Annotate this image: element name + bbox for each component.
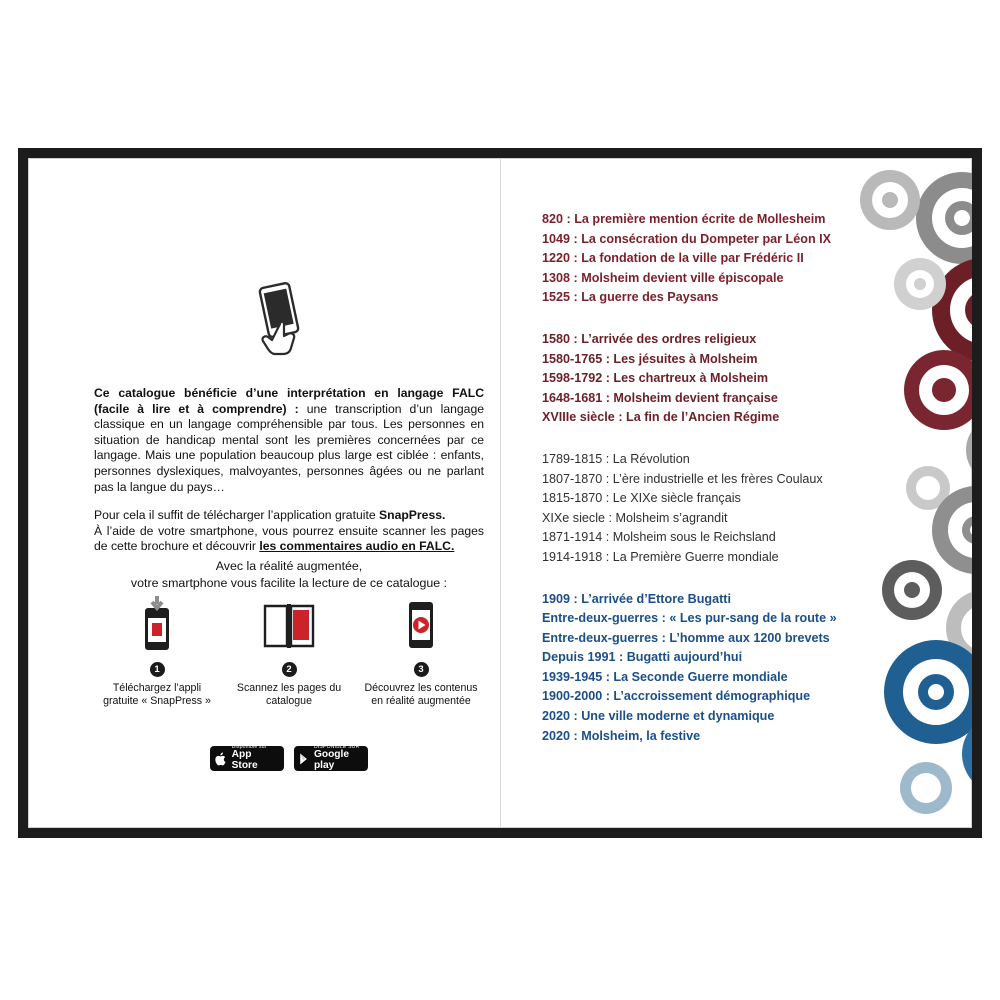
open-book-icon bbox=[226, 596, 352, 654]
snappress-name: SnapPress. bbox=[379, 508, 446, 523]
right-page bbox=[500, 158, 972, 828]
timeline-item: 1049 : La consécration du Dompeter par Léon IX bbox=[542, 231, 832, 246]
timeline-item: 1939-1945 : La Seconde Guerre mondiale bbox=[542, 669, 788, 684]
step-1-number: 1 bbox=[150, 662, 165, 677]
augmented-reality-title bbox=[94, 558, 484, 592]
app-store-badge[interactable] bbox=[210, 746, 284, 771]
timeline-item: 1598-1792 : Les chartreux à Molsheim bbox=[542, 371, 769, 386]
step-2 bbox=[226, 596, 352, 709]
timeline-item: Entre-deux-guerres : L’homme aux 1200 brevets bbox=[542, 630, 830, 645]
timeline-item: 1308 : Molsheim devient ville épiscopale bbox=[542, 270, 784, 285]
timeline-item: 1525 : La guerre des Paysans bbox=[542, 290, 719, 305]
step-2-caption: Scannez les pages du catalogue bbox=[236, 682, 342, 708]
timeline-item: Depuis 1991 : Bugatti aujourd’hui bbox=[542, 650, 743, 665]
timeline-item: XVIIIe siècle : La fin de l’Ancien Régime bbox=[542, 410, 780, 425]
timeline-item: 1789-1815 : La Révolution bbox=[542, 451, 690, 466]
timeline-item: 1220 : La fondation de la ville par Frédéric II bbox=[542, 251, 804, 266]
ar-title-line-2: votre smartphone vous facilite la lecture de ce catalogue : bbox=[130, 576, 448, 590]
timeline-item: 820 : La première mention écrite de Mollesheim bbox=[542, 212, 826, 226]
timeline-item: 1909 : L’arrivée d’Ettore Bugatti bbox=[542, 591, 731, 606]
smartphone-hand-tap-icon bbox=[250, 280, 320, 358]
step-3-number: 3 bbox=[414, 662, 429, 677]
timeline-group-ancien-regime bbox=[542, 330, 882, 428]
timeline-item: Entre-deux-guerres : « Les pur-sang de la route » bbox=[542, 611, 837, 626]
store-badges bbox=[94, 746, 484, 771]
timeline-item: 1900-2000 : L’accroissement démographique bbox=[542, 689, 811, 704]
timeline-group-medieval bbox=[542, 210, 882, 308]
timeline-group-revolution-empire bbox=[542, 450, 882, 568]
google-play-label: Google play bbox=[313, 749, 350, 772]
phone-download-icon bbox=[94, 596, 220, 654]
timeline-list bbox=[542, 210, 882, 768]
falc-lead-rest: une transcription d’un langage classique en un langage compréhensible par tous. Les personnes en situation de handicap mental sont les premières concernées par ce langage. Mais une population beaucoup plus large est ciblée : enfants, personnes dyslexiques, malvoyantes, personnes âgées ou ne parlant pas la langue du pays… bbox=[94, 401, 484, 494]
timeline-item: 1580 : L’arrivée des ordres religieux bbox=[542, 331, 757, 346]
step-3-caption: Découvrez les contenus en réalité augmentée bbox=[364, 682, 478, 708]
brochure-spread-frame bbox=[18, 148, 982, 838]
falc-description bbox=[94, 386, 484, 555]
falc-download-text: Pour cela il suffit de télécharger l’application gratuite bbox=[94, 508, 379, 523]
google-play-icon bbox=[299, 751, 310, 767]
timeline-item: 1648-1681 : Molsheim devient française bbox=[542, 390, 778, 405]
phone-play-icon bbox=[358, 596, 484, 654]
brochure-spread-pages bbox=[28, 158, 972, 828]
timeline-item: 2020 : Molsheim, la festive bbox=[542, 728, 701, 743]
timeline-group-contemporain bbox=[542, 590, 882, 747]
left-page bbox=[28, 158, 500, 828]
timeline-item: 1914-1918 : La Première Guerre mondiale bbox=[542, 549, 779, 564]
step-2-number: 2 bbox=[282, 662, 297, 677]
app-store-label: App Store bbox=[231, 749, 258, 772]
timeline-item: 1580-1765 : Les jésuites à Molsheim bbox=[542, 351, 758, 366]
falc-lead-bold: Ce catalogue bénéficie d’une interprétation en langage FALC (facile à lire et à comprendre) : bbox=[94, 386, 484, 416]
timeline-item: 2020 : Une ville moderne et dynamique bbox=[542, 709, 775, 724]
timeline-item: XIXe siecle : Molsheim s’agrandit bbox=[542, 510, 728, 525]
timeline-item: 1807-1870 : L’ère industrielle et les frères Coulaux bbox=[542, 471, 823, 486]
step-1-caption: Téléchargez l’appli gratuite « SnapPress » bbox=[103, 682, 211, 708]
google-play-badge[interactable] bbox=[294, 746, 368, 771]
apple-icon bbox=[215, 751, 228, 767]
falc-audio-highlight: les commentaires audio en FALC. bbox=[259, 539, 455, 554]
app-store-small-label: Disponible sur bbox=[231, 744, 267, 751]
timeline-item: 1815-1870 : Le XIXe siècle français bbox=[542, 491, 741, 506]
ar-title-line-1: Avec la réalité augmentée, bbox=[215, 559, 363, 573]
falc-scan-text: À l’aide de votre smartphone, vous pourrez ensuite scanner les pages de cette brochure et découvrir bbox=[94, 523, 484, 554]
step-1 bbox=[94, 596, 220, 709]
step-3 bbox=[358, 596, 484, 709]
google-play-small-label: DISPONIBLE SUR bbox=[313, 744, 360, 751]
timeline-item: 1871-1914 : Molsheim sous le Reichsland bbox=[542, 530, 776, 545]
steps-row bbox=[94, 596, 484, 736]
